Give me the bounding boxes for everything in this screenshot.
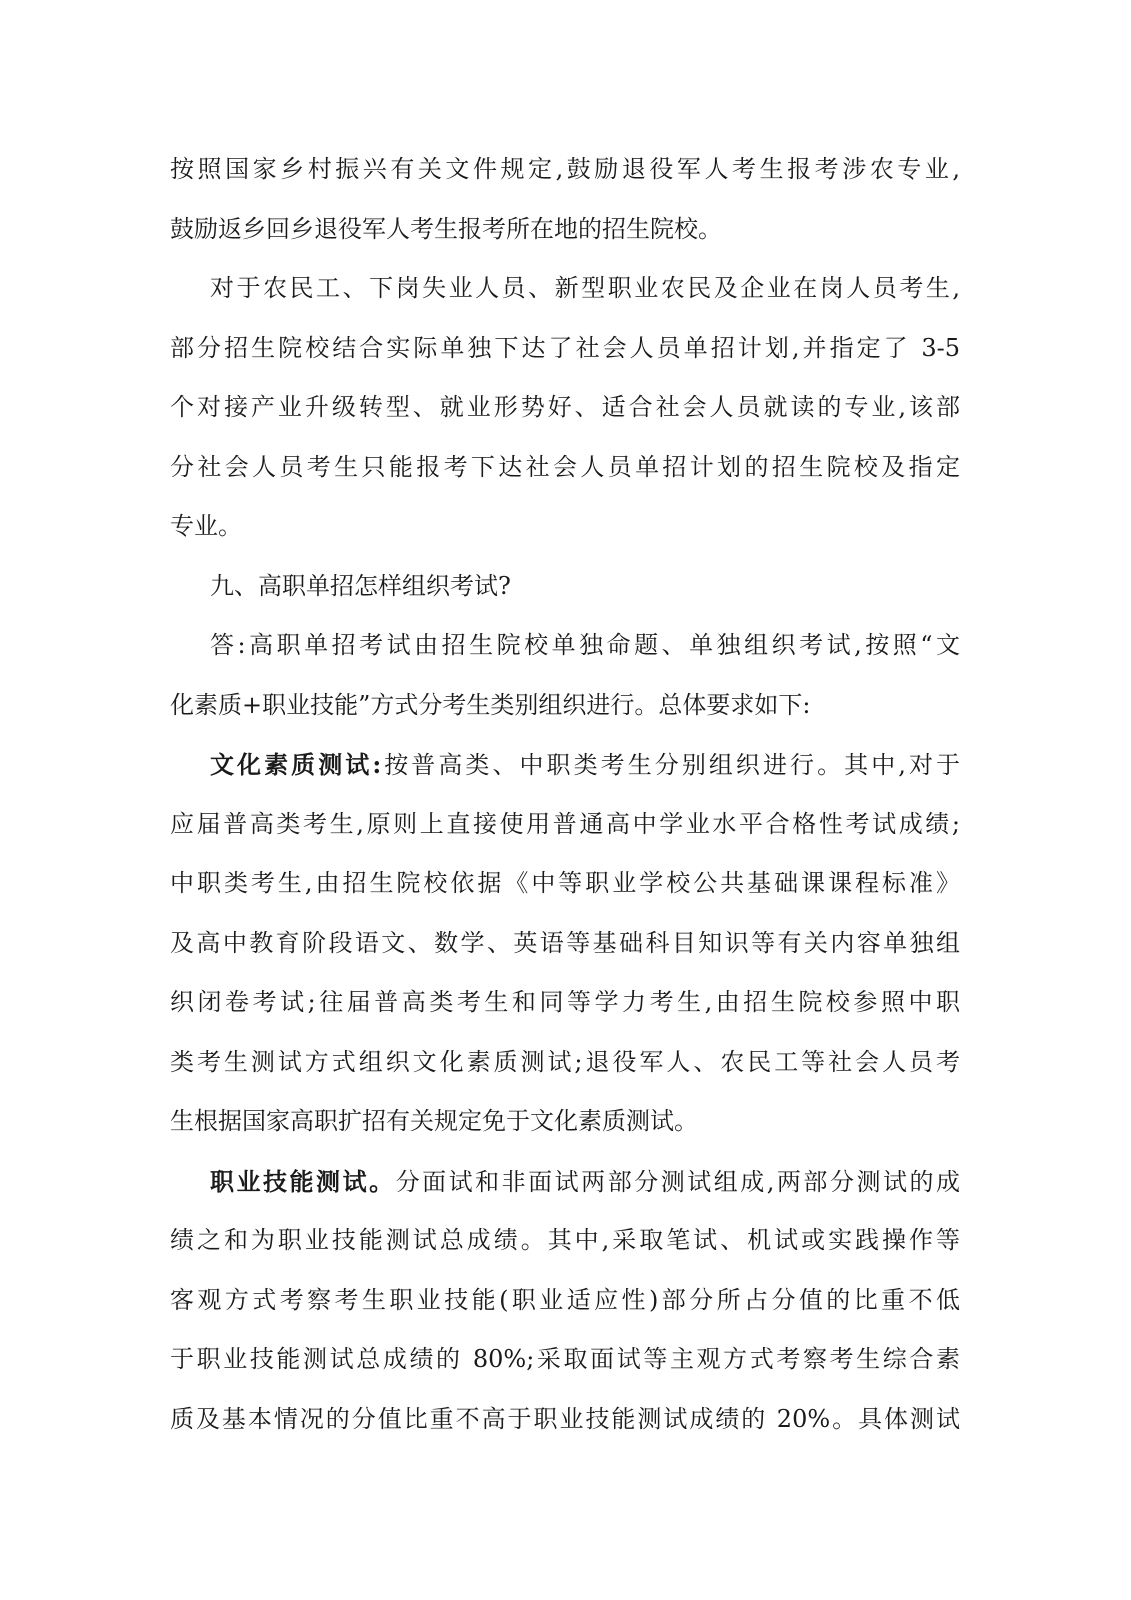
paragraph-line: 织闭卷考试;往届普高类考生和同等学力考生,由招生院校参照中职 — [170, 988, 960, 1016]
paragraph-line-text: 按普高类、中职类考生分别组织进行。其中,对于 — [381, 751, 960, 779]
paragraph-line: 按照国家乡村振兴有关文件规定,鼓励退役军人考生报考涉农专业, — [170, 155, 960, 183]
paragraph-line — [170, 735, 960, 795]
paragraph-line: 个对接产业升级转型、就业形势好、适合社会人员就读的专业,该部 — [170, 393, 960, 421]
paragraph-line: 类考生测试方式组织文化素质测试;退役军人、农民工等社会人员考 — [170, 1047, 960, 1076]
paragraph-line: 客观方式考察考生职业技能(职业适应性)部分所占分值的比重不低 — [170, 1285, 960, 1314]
section-lead-skills-test: 职业技能测试。 — [210, 1166, 396, 1196]
paragraph-line: 分社会人员考生只能报考下达社会人员单招计划的招生院校及指定 — [170, 452, 960, 481]
paragraph-line: 中职类考生,由招生院校依据《中等职业学校公共基础课课程标准》 — [170, 869, 960, 897]
paragraph-line-text: 分面试和非面试两部分测试组成,两部分测试的成 — [395, 1167, 960, 1196]
paragraph-line: 部分招生院校结合实际单独下达了社会人员单招计划,并指定了 3-5 — [170, 333, 960, 362]
paragraph-line: 化素质+职业技能”方式分考生类别组织进行。总体要求如下: — [170, 690, 811, 719]
paragraph-line: 及高中教育阶段语文、数学、英语等基础科目知识等有关内容单独组 — [170, 928, 960, 957]
document-body — [170, 140, 960, 1449]
paragraph-line: 生根据国家高职扩招有关规定免于文化素质测试。 — [170, 1107, 698, 1135]
paragraph-line: 专业。 — [170, 512, 242, 540]
paragraph-line: 绩之和为职业技能测试总成绩。其中,采取笔试、机试或实践操作等 — [170, 1226, 960, 1254]
paragraph-line — [170, 1152, 960, 1212]
question-heading: 九、高职单招怎样组织考试? — [210, 571, 511, 600]
paragraph-line: 质及基本情况的分值比重不高于职业技能测试成绩的 20%。具体测试 — [170, 1404, 960, 1433]
paragraph-line: 答:高职单招考试由招生院校单独命题、单独组织考试,按照“文 — [210, 631, 960, 659]
section-lead-cultural-test: 文化素质测试: — [210, 750, 382, 779]
paragraph-line: 于职业技能测试总成绩的 80%;采取面试等主观方式考察考生综合素 — [170, 1345, 960, 1373]
paragraph-line: 应届普高类考生,原则上直接使用普通高中学业水平合格性考试成绩; — [170, 809, 960, 838]
paragraph-line: 对于农民工、下岗失业人员、新型职业农民及企业在岗人员考生, — [210, 274, 960, 302]
paragraph-line: 鼓励返乡回乡退役军人考生报考所在地的招生院校。 — [170, 214, 722, 243]
